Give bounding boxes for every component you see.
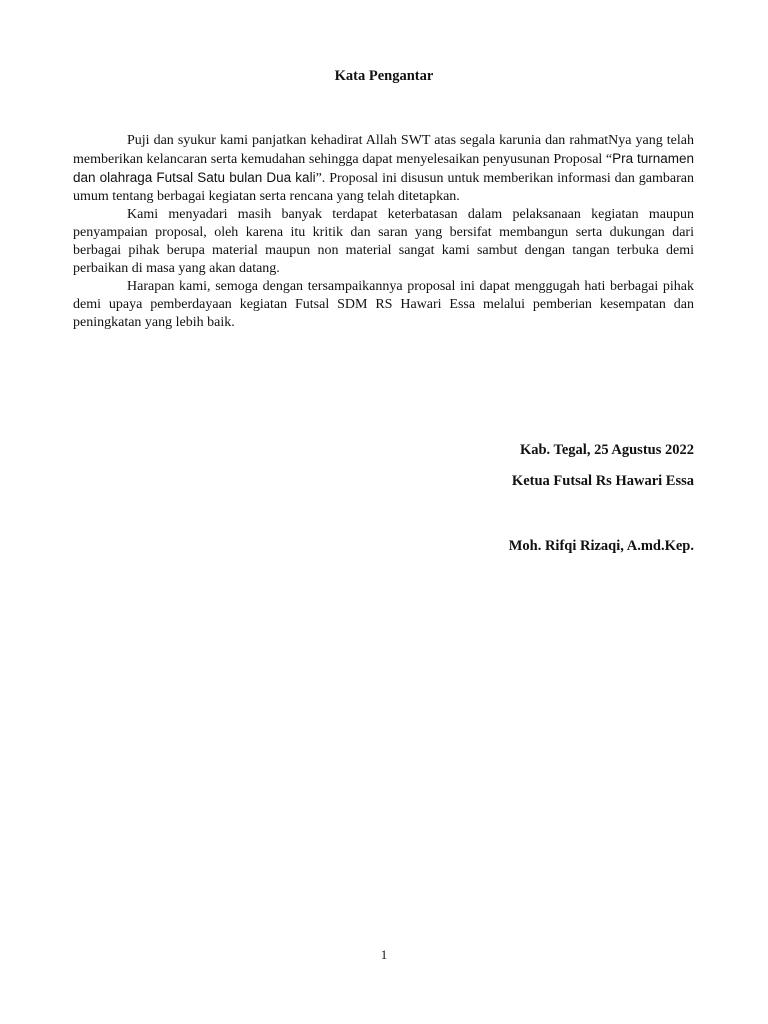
paragraph-1-text-after: ”. Proposal ini disusun untuk memberikan informasi dan gambaran umum tentang berbagai kegiatan serta rencana yang telah ditetapkan. <box>73 171 694 204</box>
page-title: Kata Pengantar <box>334 68 434 84</box>
signature-role: Ketua Futsal Rs Hawari Essa <box>511 473 694 489</box>
paragraph-1-text-before: Puji dan syukur kami panjatkan kehadirat Allah SWT atas segala karunia dan rahmatNya yang telah memberikan kelancaran serta kemudahan sehingga dapat menyelesaikan penyusunan Proposal “ <box>73 133 694 167</box>
signature-place-date: Kab. Tegal, 25 Agustus 2022 <box>519 442 694 458</box>
paragraph-1 <box>73 132 694 206</box>
page-number: 1 <box>380 948 388 962</box>
paragraph-3: Harapan kami, semoga dengan tersampaikannya proposal ini dapat menggugah hati berbagai pihak demi upaya pemberdayaan kegiatan Futsal SDM RS Hawari Essa melalui pemberian kesempatan dan peningkatan yang lebih baik. <box>73 279 694 330</box>
document-body <box>73 132 694 332</box>
signature-name: Moh. Rifqi Rizaqi, A.md.Kep. <box>508 538 694 554</box>
paragraph-2: Kami menyadari masih banyak terdapat keterbatasan dalam pelaksanaan kegiatan maupun penyampaian proposal, oleh karena itu kritik dan saran yang bersifat membangun serta dukungan dari berbagai pihak berupa material maupun non material sangat kami sambut dengan tangan terbuka demi perbaikan di masa yang akan datang. <box>73 207 694 276</box>
proposal-title-quote: Pra turnamen dan olahraga Futsal Satu bulan Dua kali <box>73 151 694 185</box>
